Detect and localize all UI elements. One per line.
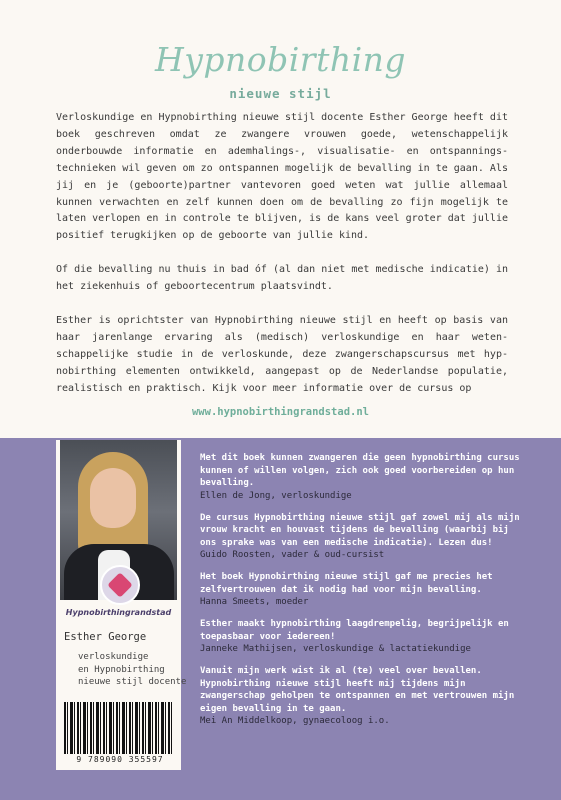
book-subtitle: nieuwe stijl — [229, 86, 332, 101]
author-role-line: en Hypnobirthing — [78, 664, 165, 675]
testimonial — [200, 571, 520, 609]
website-link[interactable]: www.hypnobirthingrandstad.nl — [191, 406, 369, 418]
testimonial-text: Vanuit mijn werk wist ik al (te) veel over bevallen. Hypnobirthing nieuwe stijl heeft mij tijdens mijn zwangerschap geholpen te ontspannen en met vertrouwen mijn eigen bevalling in te gaan. — [200, 666, 515, 714]
author-role — [78, 651, 186, 689]
testimonial-author: Guido Roosten, vader & oud-cursist — [200, 550, 385, 560]
testimonial — [200, 512, 520, 562]
intro-paragraph-2: Of die bevalling nu thuis in bad óf (al dan niet met medische indicatie) in het ziekenhuis of geboortecentrum plaatsvindt. — [56, 264, 508, 293]
testimonial-text: Het boek Hypnobirthing nieuwe stijl gaf me precies het zelfvertrouwen dat ik nodig had voor mijn bevalling. — [200, 572, 493, 595]
testimonial-author: Janneke Mathijsen, verloskundige & lactatiekundige — [200, 644, 471, 654]
testimonial-text: Esther maakt hypnobirthing laagdrempelig, begrijpelijk en toepasbaar voor iedereen! — [200, 619, 509, 642]
author-role-line: verloskundige — [78, 652, 149, 662]
testimonial-author: Hanna Smeets, moeder — [200, 597, 309, 607]
barcode — [64, 702, 174, 754]
testimonials — [200, 452, 520, 737]
book-title: Hypnobirthing — [154, 40, 407, 79]
testimonial — [200, 452, 520, 502]
testimonial-text: Met dit boek kunnen zwangeren die geen hypnobirthing cursus kunnen of willen volgen, zich ook goed voorbereiden op hun bevalling. — [200, 453, 520, 488]
brand-name: Hypnobirthingrandstad — [65, 608, 172, 617]
testimonial-author: Mei An Middelkoop, gynaecoloog i.o. — [200, 716, 390, 726]
testimonial-text: De cursus Hypnobirthing nieuwe stijl gaf zowel mij als mijn vrouw kracht en houvast tijdens de bevalling (waarbij bij ons sprake was van een medische indicatie). Lezen dus! — [200, 512, 520, 548]
testimonial — [200, 618, 520, 656]
testimonial — [200, 665, 520, 728]
brand-logo-icon — [100, 565, 140, 605]
intro-paragraph-1: Verloskundige en Hypnobirthing nieuwe stijl docente Esther George heeft dit boek geschreven omdat ze zwangere vrouwen goede, wetenschappelijk onderbouwde informatie en ademhalings-, visualisatie- en ontspannings-technieken wil geven om zo ontspannen mogelijk de bevalling in te gaan. Als jij en je (geboorte)partner vantevoren goed weten wat jullie allemaal kunnen verwachten en zelf kunnen doen om de bevalling zo fijn mogelijk te laten verlopen en in controle te blijven, is de kans veel groter dat jullie positief terugkijken op de geboorte van jullie kind. — [56, 112, 508, 242]
intro-paragraph-3: Esther is oprichtster van Hypnobirthing nieuwe stijl en heeft op basis van haar jarenlange ervaring als (medisch) verloskundige en haar weten-schappelijke studie in de verloskunde, deze zwangerschapscursus met hyp-nobirthing elementen ontwikkeld, aangepast op de Nederlandse populatie, realistisch en praktisch. Kijk voor meer informatie over de cursus op — [56, 315, 508, 394]
author-role-line: nieuwe stijl docente — [78, 677, 187, 687]
author-name: Esther George — [64, 631, 147, 643]
intro-text — [56, 110, 508, 415]
isbn-number: 9 789090 355597 — [76, 755, 164, 764]
testimonial-author: Ellen de Jong, verloskundige — [200, 490, 352, 501]
